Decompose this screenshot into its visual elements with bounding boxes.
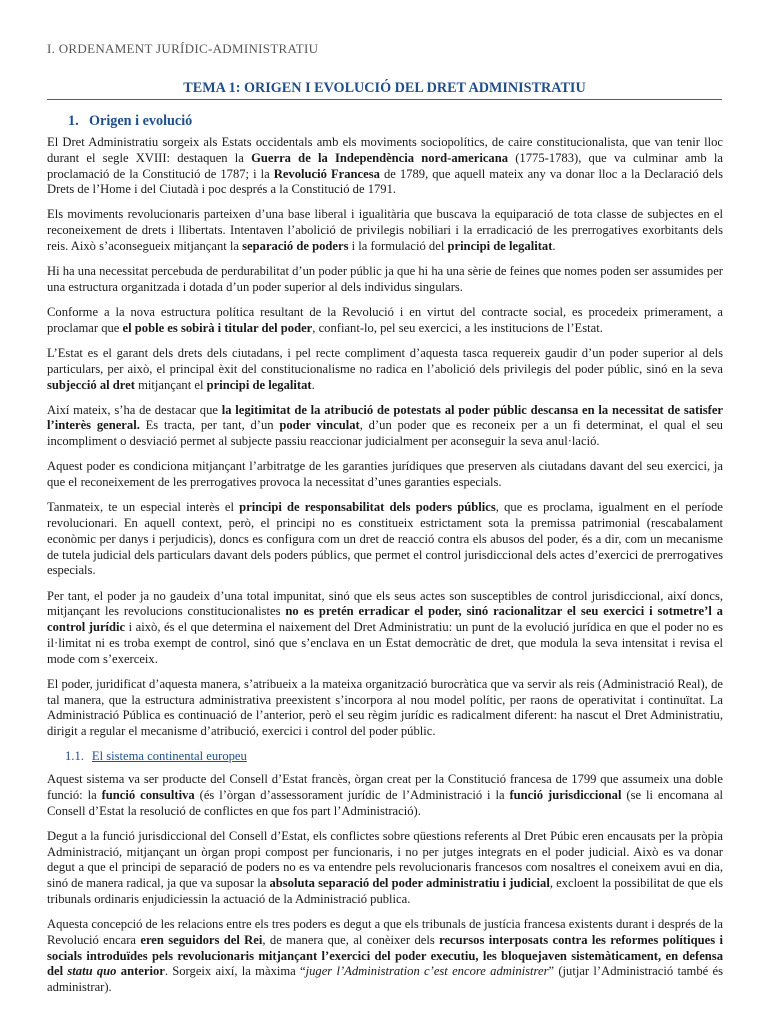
emphasis-text: recursos interposats contra les reformes polítiques i socials introduïdes pels revolucionaris mitjançant l’exercici del poder executiu, les bloquejaven sistemàticament, en defensa del [47, 932, 723, 979]
text-run: . [552, 239, 556, 254]
text-run: Per tant, el poder ja no gaudeix d’una total impunitat, sinó que els seus actes son susceptibles de control jurisdiccional, així doncs, mitjançant les revolucions constitucionalistes [47, 588, 723, 619]
text-run: Aquesta concepció de les relacions entre els tres poders es degut a que els tribunals de justícia francesa existents durant i després de la Revolució encara [47, 917, 723, 947]
text-run: de 1789, que aquell mateix any va donar lloc a la Declaració dels Drets de l’Home i del Ciutadà i poc després a la Constitució de 1791. [47, 166, 723, 197]
emphasis-text: Revolució Francesa [273, 166, 380, 181]
text-run: El Dret Administratiu sorgeix als Estats occidentals amb els moviments sociopolítics, de caire constitucionalista, que van tenir lloc durant el segle XVIII: destaquen la [47, 135, 723, 165]
text-run: . Sorgeix així, la màxima “ [164, 964, 306, 979]
emphasis-text: funció jurisdiccional [509, 787, 622, 802]
paragraph [47, 305, 723, 337]
emphasis-text: Guerra de la Independència nord-americana [251, 150, 509, 165]
emphasis-text: principi de responsabilitat dels poders públics [239, 500, 496, 515]
paragraph [47, 677, 723, 740]
emphasis-text: poder vinculat [279, 418, 360, 433]
text-run: , que es proclama, igualment en el període revolucionari. En aquell context, però, el principi no es constitueix estrictament sota la premissa patrimonial (rescabalament econòmic per danys i perjudicis), doncs es configura com un dret de reacció contra els abusos del poder, és a dir, com un mecanisme de tutela judicial dels particulars davant dels poders públics, que permet el control jurisdiccional dels actes d’exercici de prerrogatives especials. [47, 500, 724, 578]
subsection-number: 1.1. [65, 749, 84, 764]
text-run: ” (jutjar l’Administració també és administrar). [47, 964, 723, 995]
paragraph [47, 459, 723, 491]
paragraph [47, 403, 723, 450]
text-run: Degut a la funció jurisdiccional del Consell d’Estat, els conflictes sobre qüestions referents al Dret Púbic eren encausats per la pròpia Administració, mitjançant un òrgan propi compost per funcionaris, i no per jutges integrats en el poder judicial. Això es va donar degut a que el principi de separació de poders no es va entendre pels revolucionaris francesos com nosaltres el coneixem avui en dia, sinó de manera radical, ja que va suposar la [47, 828, 723, 891]
text-run: , confiant-lo, pel seu exercici, a les institucions de l’Estat. [312, 320, 603, 335]
emphasis-text: separació de poders [242, 239, 349, 254]
text-run: Els moviments revolucionaris parteixen d’una base liberal i igualitària que buscava la equiparació de tota classe de subjectes en el reconeixement de drets i llibertats. Intentaven l’abolició de privilegis nobiliari i la erradicació de les prerrogatives exorbitants dels reis. Això s’aconsegueix mitjançant la [47, 207, 723, 254]
emphasis-text: statu quo [67, 964, 117, 979]
emphasis-text: principi de legalitat [206, 377, 312, 392]
paragraph [47, 917, 723, 996]
subsection-label: El sistema continental europeu [91, 749, 247, 764]
paragraph [47, 829, 723, 908]
emphasis-text: juger l’Administration c’est encore administrer [305, 964, 549, 979]
text-run: Aquest sistema va ser producte del Consell d’Estat francès, òrgan creat per la Constitució francesa de 1799 que assumeix una doble funció: la [47, 772, 723, 802]
text-run: i la formulació del [348, 239, 448, 254]
text-run: Tanmateix, te un especial interès el [47, 500, 240, 515]
paragraph [47, 135, 723, 198]
emphasis-text: el poble es sobirà i titular del poder [122, 320, 313, 335]
running-header: I. ORDENAMENT JURÍDIC-ADMINISTRATIU [47, 41, 319, 56]
text-run: (se li encomana al Consell d’Estat la resolució de conflictes en que fos part l’Administració). [47, 787, 723, 818]
emphasis-text: absoluta separació del poder administratiu i judicial [269, 876, 550, 891]
text-run: , d’un poder que es reconeix per a un fi determinat, el qual el seu incompliment o desviació permet al subjecte passiu reaccionar judicialment per aconseguir la seva anul·lació. [47, 418, 723, 449]
subsection-heading [65, 749, 723, 765]
paragraph [47, 346, 723, 393]
section-heading [68, 113, 192, 130]
text-run: , de manera que, al conèixer dels [262, 932, 440, 947]
emphasis-text: no es pretén erradicar el poder, sinó racionalitzar el seu exercici i sotmetre’l a control jurídic [47, 604, 723, 635]
emphasis-text: subjecció al dret [47, 377, 135, 392]
text-run: (és l’òrgan d’assessorament jurídic de l’Administració i la [194, 787, 510, 802]
text-run: i això, és el que determina el naixement del Dret Administratiu: un punt de la evolució jurídica en que el poder no es il·limitat ni es troba exempt de control, sinó que s’enclava en un Estat democràtic de dret, que modula la seva intensitat i revisa el mode com s’exerceix. [47, 620, 723, 666]
text-run: L’Estat es el garant dels drets dels ciutadans, i pel recte compliment d’aquesta tasca requereix gaudir d’un poder superior al dels particulars, per això, el principal èxit del constitucionalisme no radica en l’abolició dels privilegis del poder públic, sinó en la seva [47, 345, 723, 376]
section-label: Origen i evolució [89, 113, 193, 129]
text-run: Es tracta, per tant, d’un [139, 418, 280, 433]
document-title: TEMA 1: ORIGEN I EVOLUCIÓ DEL DRET ADMINISTRATIU [47, 80, 722, 100]
paragraph [47, 264, 723, 296]
text-run: Aquest poder es condiciona mitjançant l’arbitratge de les garanties jurídiques que preserven als ciutadans davant del seu exercici, ja que el reconeixement de les prerrogatives provoca la necessitat d’unes garanties especials. [47, 459, 723, 490]
emphasis-text: funció consultiva [101, 787, 195, 802]
emphasis-text: anterior [116, 964, 165, 979]
text-run: (1775-1783), que va culminar amb la proclamació de la Constitució de 1787; i la [47, 150, 723, 181]
paragraph [47, 500, 723, 579]
text-run: El poder, juridificat d’aquesta manera, s’atribueix a la mateixa organització burocràtica que va servir als reis (Administració Real), de tal manera, que la estructura administrativa preexistent s’incorpora al nou model polític, per raons de operativitat i continuïtat. La Administració Pública es continuació de l’anterior, però el seu règim jurídic es radicalment diferent: ha nascut el Dret Administratiu, dirigit a regular el mecanisme d’atribució, exercici i control del poder públic. [47, 676, 723, 739]
text-run: Hi ha una necessitat percebuda de perdurabilitat d’un poder públic ja que hi ha una sèrie de feines que nomes poden ser assumides per una estructura organitzada i dotada d’un poder superior al dels individus singulars. [47, 264, 723, 294]
section-number: 1. [68, 113, 79, 129]
text-run: Conforme a la nova estructura política resultant de la Revolució i en virtut del contracte social, es procedeix primerament, a proclamar que [47, 305, 723, 335]
text-run: mitjançant el [134, 377, 207, 392]
paragraph [47, 772, 723, 819]
text-run: . [311, 377, 315, 392]
emphasis-text: principi de legalitat [447, 239, 553, 254]
emphasis-text: eren seguidors del Rei [140, 932, 263, 947]
paragraph [47, 207, 723, 254]
emphasis-text: la legitimitat de la atribució de potestats al poder públic descansa en la necessitat de satisfer l’interès general. [47, 402, 723, 433]
text-run: , excloent la possibilitat de que els tribunals ordinaris enjudiciessin la actuació de la Administració publica. [47, 876, 723, 906]
text-run: Així mateix, s’ha de destacar que [47, 402, 222, 417]
paragraph [47, 589, 723, 668]
body-text [47, 135, 723, 1005]
